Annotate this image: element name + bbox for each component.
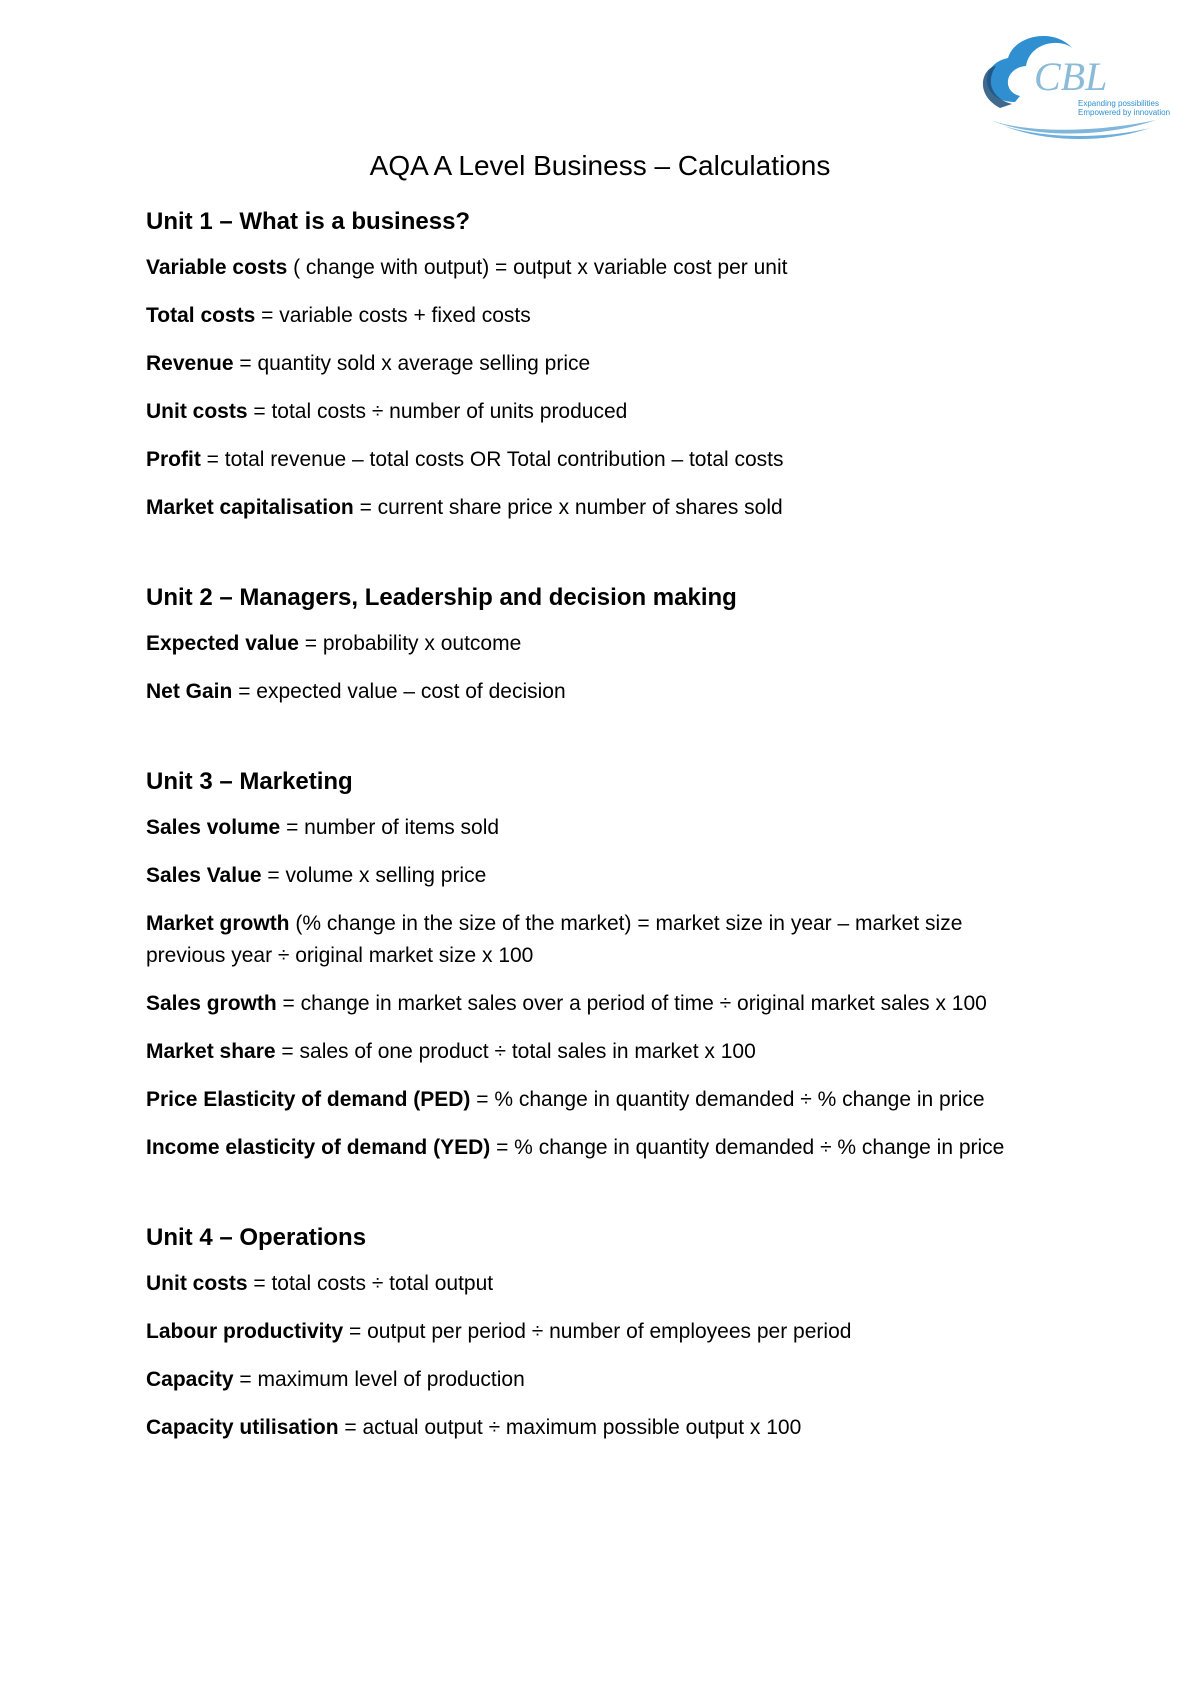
logo-letters: CBL — [1034, 54, 1108, 99]
formula-line — [146, 908, 1046, 972]
formula-definition: = output per period ÷ number of employees per period — [343, 1320, 852, 1343]
formula-definition: = variable costs + fixed costs — [255, 304, 531, 327]
formula-term: Labour productivity — [146, 1320, 344, 1343]
unit-section — [146, 206, 1046, 524]
formula-term: Expected value — [146, 632, 299, 655]
formula-term: Market growth — [146, 912, 290, 935]
formula-definition: = total costs ÷ number of units produced — [247, 400, 628, 423]
formula-line — [146, 1084, 1046, 1116]
unit-heading: Unit 2 – Managers, Leadership and decision making — [146, 584, 737, 611]
formula-term: Net Gain — [146, 680, 233, 703]
formula-line — [146, 860, 1046, 892]
unit-section — [146, 766, 1046, 1164]
formula-term: Sales Value — [146, 864, 262, 887]
document-title: AQA A Level Business – Calculations — [369, 150, 831, 181]
formula-line — [146, 396, 1046, 428]
formula-line — [146, 628, 1046, 660]
formula-term: Sales growth — [146, 992, 277, 1015]
formula-line — [146, 988, 1046, 1020]
formula-term: Sales volume — [146, 816, 281, 839]
formula-term: Revenue — [146, 352, 234, 375]
formula-definition: = total costs ÷ total output — [247, 1272, 494, 1295]
formula-definition: = sales of one product ÷ total sales in market x 100 — [275, 1040, 756, 1063]
formula-definition: = expected value – cost of decision — [232, 680, 566, 703]
unit-section — [146, 1222, 1046, 1444]
formula-definition: = % change in quantity demanded ÷ % change in price — [490, 1136, 1005, 1159]
formula-term: Total costs — [146, 304, 256, 327]
formula-term: Profit — [146, 448, 201, 471]
units-container — [146, 206, 1046, 1502]
formula-line — [146, 1268, 1046, 1300]
formula-definition: = total revenue – total costs OR Total contribution – total costs — [200, 448, 784, 471]
cbl-logo-graphic — [960, 24, 1170, 144]
formula-definition: = current share price x number of shares sold — [353, 496, 783, 519]
formula-definition: = actual output ÷ maximum possible output x 100 — [338, 1416, 802, 1439]
formula-line — [146, 348, 1046, 380]
formula-term: Unit costs — [146, 1272, 248, 1295]
formula-term: Price Elasticity of demand (PED) — [146, 1088, 471, 1111]
formula-line — [146, 1036, 1046, 1068]
unit-section — [146, 582, 1046, 708]
formula-line — [146, 1316, 1046, 1348]
formula-line — [146, 676, 1046, 708]
formula-definition: = volume x selling price — [261, 864, 487, 887]
formula-definition: = quantity sold x average selling price — [233, 352, 591, 375]
unit-heading: Unit 1 – What is a business? — [146, 208, 471, 235]
formula-term: Market capitalisation — [146, 496, 354, 519]
formula-definition: = % change in quantity demanded ÷ % change in price — [470, 1088, 985, 1111]
formula-term: Capacity — [146, 1368, 234, 1391]
formula-line — [146, 444, 1046, 476]
logo-tagline-1: Expanding possibilities — [1078, 99, 1159, 108]
formula-term: Unit costs — [146, 400, 248, 423]
formula-line — [146, 492, 1046, 524]
logo-tagline-2: Empowered by innovation — [1078, 108, 1170, 117]
formula-definition: = maximum level of production — [233, 1368, 525, 1391]
formula-definition: = number of items sold — [280, 816, 500, 839]
formula-line — [146, 1132, 1046, 1164]
formula-line — [146, 1412, 1046, 1444]
formula-line — [146, 252, 1046, 284]
unit-heading: Unit 3 – Marketing — [146, 768, 353, 795]
formula-line — [146, 812, 1046, 844]
formula-definition: ( change with output) = output x variable cost per unit — [287, 256, 788, 279]
unit-heading: Unit 4 – Operations — [146, 1224, 367, 1251]
formula-term: Income elasticity of demand (YED) — [146, 1136, 491, 1159]
formula-term: Variable costs — [146, 256, 288, 279]
cbl-logo — [960, 24, 1170, 144]
formula-definition: (% change in the size of the market) = market size in year – market size previous year ÷ original market size x 100 — [146, 912, 963, 967]
formula-definition: = change in market sales over a period of time ÷ original market sales x 100 — [276, 992, 987, 1015]
formula-term: Market share — [146, 1040, 276, 1063]
formula-definition: = probability x outcome — [298, 632, 522, 655]
formula-line — [146, 300, 1046, 332]
formula-line — [146, 1364, 1046, 1396]
formula-term: Capacity utilisation — [146, 1416, 339, 1439]
